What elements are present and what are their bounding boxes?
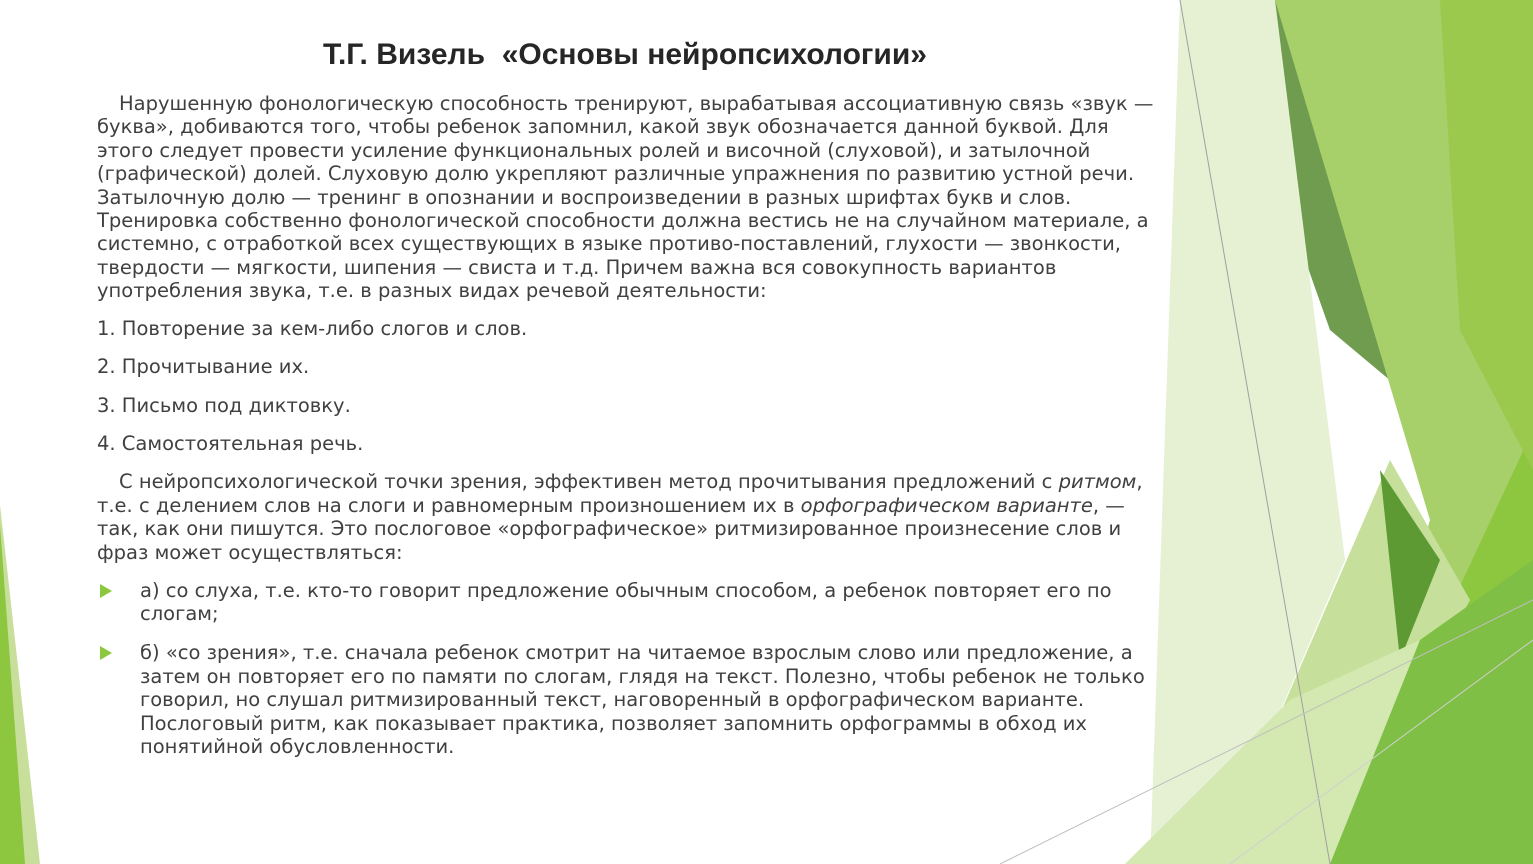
bullet-item-a bbox=[97, 579, 1167, 626]
numbered-item-3: 3. Письмо под диктовку. bbox=[97, 393, 351, 417]
bullet-text-a: а) со слуха, т.е. кто-то говорит предложение обычным способом, а ребенок повторяет его по слогам; bbox=[140, 579, 1112, 626]
method-text-3: , — так, как они пишутся. Это послоговое «орфографическое» ритмизированное произнесение слов и фраз может осуществляться: bbox=[97, 493, 1125, 564]
numbered-item-2: 2. Прочитывание их. bbox=[97, 355, 310, 379]
method-italic-rhythm: ритмом bbox=[1058, 470, 1137, 494]
bullet-list bbox=[97, 579, 1167, 758]
method-text-1: С нейропсихологической точки зрения, эффективен метод прочитывания предложений с bbox=[119, 470, 1059, 494]
slide-body bbox=[97, 92, 1167, 759]
numbered-item-4: 4. Самостоятельная речь. bbox=[97, 432, 364, 456]
method-italic-orthographic: орфографическом варианте bbox=[800, 493, 1093, 517]
bullet-text-b: б) «со зрения», т.е. сначала ребенок смотрит на читаемое взрослым слово или предложение, а затем он повторяет его по памяти по слогам, глядя на текст. Полезно, чтобы ребенок не только говорил, но слушал ритмизированный текст, наговоренный в орфографическом варианте. Послоговый ритм, как показывает практика, позволяет запомнить орфограммы в обход их понятийной обусловленности. bbox=[140, 641, 1145, 759]
slide-title: Т.Г. Визель «Основы нейропсихологии» bbox=[323, 38, 927, 71]
bullet-arrow-icon bbox=[100, 646, 112, 660]
intro-paragraph: Нарушенную фонологическую способность тренируют, вырабатывая ассоциативную связь «звук — буква», добиваются того, чтобы ребенок запомнил, какой звук обозначается данной буквой. Для этого следует провести усиление функциональных ролей и височной (слуховой), и затылочной (графической) долей. Слуховую долю укрепляют различные упражнения по развитию устной речи. Затылочную долю — тренинг в опознании и воспроизведении в разных шрифтах букв и слов. Тренировка собственно фонологической способности должна вестись не на случайном материале, а системно, с отработкой всех существующих в языке противо-поставлений, глухости — звонкости, твердости — мягкости, шипения — свиста и т.д. Причем важна вся совокупность вариантов употребления звука, т.е. в разных видах речевой деятельности: bbox=[97, 92, 1154, 303]
method-paragraph bbox=[97, 470, 1167, 564]
numbered-item-1: 1. Повторение за кем-либо слогов и слов. bbox=[97, 316, 528, 340]
bullet-arrow-icon bbox=[100, 584, 112, 598]
bullet-item-b bbox=[97, 641, 1167, 758]
method-text-2: , т.е. с делением слов на слоги и равномерным произношением их в bbox=[97, 470, 1143, 517]
